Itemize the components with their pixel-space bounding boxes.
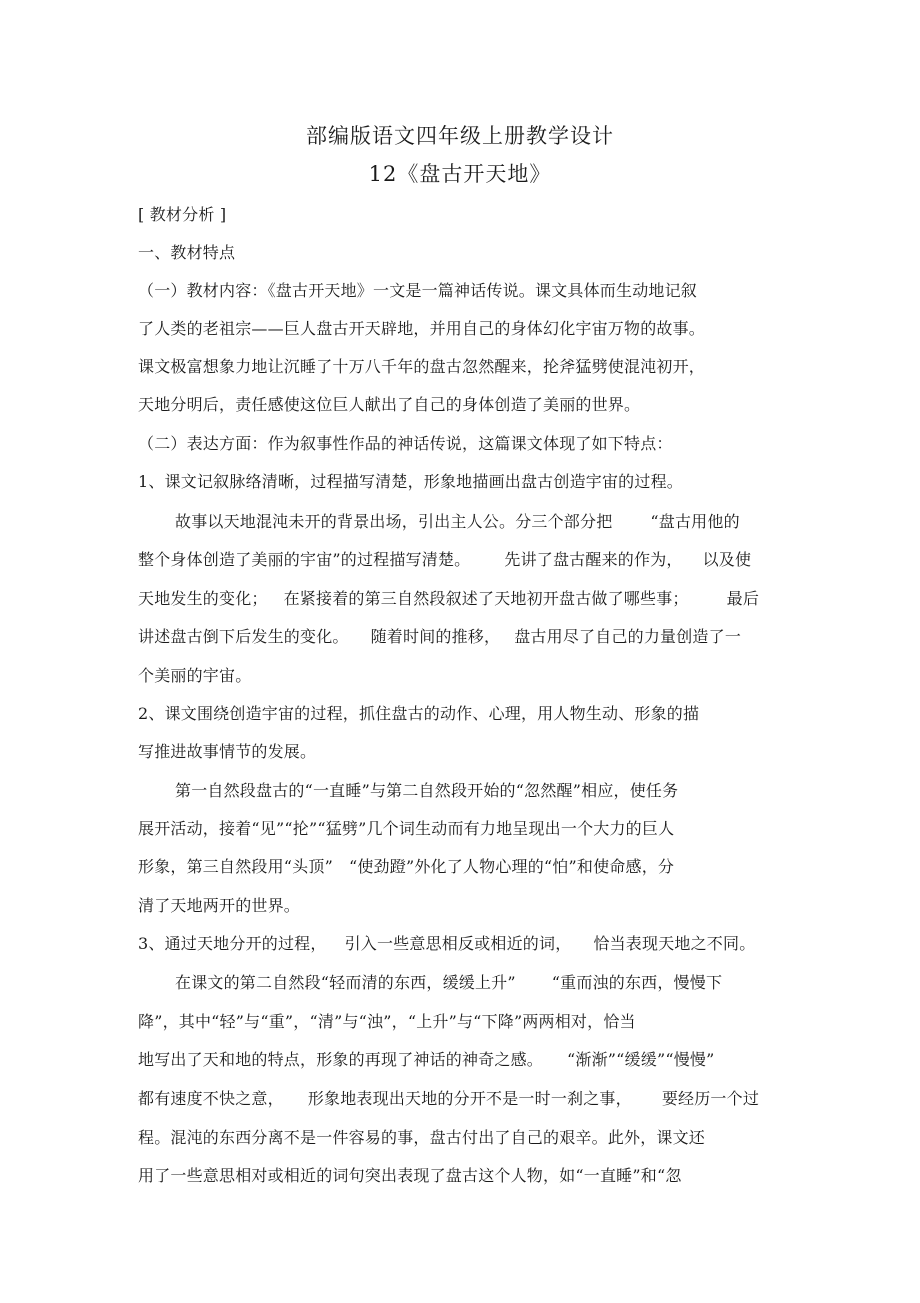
text-segment: 随着时间的推移，: [370, 627, 501, 646]
text-segment: “渐渐”“缓缓”“慢慢”: [567, 1050, 715, 1069]
paragraph-line: （一）教材内容：《盘古开天地》一文是一篇神话传说。课文具体而生动地记叙: [138, 281, 698, 300]
text-segment: 3、通过天地分开的过程，: [138, 934, 327, 953]
text-segment: 都有速度不快之意，: [138, 1089, 284, 1108]
text-segment: 最后: [726, 589, 760, 608]
paragraph-line: 个美丽的宇宙。: [138, 666, 252, 685]
lesson-title: 12《盘古开天地》: [368, 162, 552, 186]
text-segment: 盘古用尽了自己的力量创造了一: [514, 627, 742, 646]
paragraph-line: 清了天地两开的世界。: [138, 896, 301, 915]
paragraph-line: 了人类的老祖宗——巨人盘古开天辟地，并用自己的身体幻化宇宙万物的故事。: [138, 319, 706, 338]
paragraph-line: [138, 586, 759, 609]
paragraph-line: [175, 509, 740, 532]
paragraph-line: 课文极富想象力地让沉睡了十万八千年的盘古忽然醒来，抡斧猛劈使混沌初开，: [138, 357, 706, 376]
text-segment: 讲述盘古倒下后发生的变化。: [138, 627, 349, 646]
text-segment: 在课文的第二自然段“轻而清的东西，缓缓上升”: [175, 973, 516, 992]
paragraph-line: [138, 624, 741, 647]
paragraph-line: 用了一些意思相对或相近的词句突出表现了盘古这个人物，如“一直睡”和“忽: [138, 1166, 682, 1185]
text-segment: 故事以天地混沌未开的背景出场，引出主人公。分三个部分把: [175, 512, 613, 531]
point-heading-1: 1、课文记叙脉络清晰，过程描写清楚，形象地描画出盘古创造宇宙的过程。: [138, 472, 683, 491]
text-segment: 整个身体创造了美丽的宇宙”的过程描写清楚。: [138, 550, 471, 569]
text-segment: 恰当表现天地之不同。: [593, 934, 756, 953]
text-segment: “盘古用他的: [650, 512, 740, 531]
heading-textbook-features: 一、教材特点: [138, 243, 236, 262]
paragraph-line: 写推进故事情节的发展。: [138, 742, 317, 761]
point-heading-3: [138, 931, 755, 954]
paragraph-line: 程。混沌的东西分离不是一件容易的事，盘古付出了自己的艰辛。此外，课文还: [138, 1128, 706, 1147]
text-segment: 形象，第三自然段用“头顶”: [138, 857, 333, 876]
text-segment: “使劲蹬”外化了人物心理的“怕”和使命感，分: [348, 857, 675, 876]
text-segment: 地写出了天和地的特点，形象的再现了神话的神奇之感。: [138, 1050, 544, 1069]
section-label: [ 教材分析 ]: [138, 205, 227, 224]
text-segment: 先讲了盘古醒来的作为，: [504, 550, 683, 569]
paragraph-line: 降”，其中“轻”与“重”，“清”与“浊”，“上升”与“下降”两两相对，恰当: [138, 1012, 636, 1031]
paragraph-line: （二）表达方面：作为叙事性作品的神话传说，这篇课文体现了如下特点：: [138, 434, 673, 453]
text-segment: 以及使: [702, 550, 752, 569]
text-segment: 引入一些意思相反或相近的词，: [344, 934, 572, 953]
paragraph-line: [138, 1047, 715, 1070]
text-segment: 在紧接着的第三自然段叙述了天地初开盘古做了哪些事；: [283, 589, 689, 608]
point-heading-2: 2、课文围绕创造宇宙的过程，抓住盘古的动作、心理，用人物生动、形象的描: [138, 704, 700, 723]
paragraph-line: [138, 854, 674, 877]
paragraph-line: 第一自然段盘古的“一直睡”与第二自然段开始的“忽然醒”相应，使任务: [175, 781, 679, 800]
paragraph-line: 展开活动，接着“见”“抡”“猛劈”几个词生动而有力地呈现出一个大力的巨人: [138, 819, 675, 838]
document-title: 部编版语文四年级上册教学设计: [306, 124, 614, 148]
paragraph-line: [138, 1086, 759, 1109]
paragraph-line: [175, 970, 722, 993]
text-segment: “重而浊的东西，慢慢下: [551, 973, 723, 992]
text-segment: 要经历一个过: [661, 1089, 760, 1108]
paragraph-line: [138, 547, 751, 570]
paragraph-line: 天地分明后，责任感使这位巨人献出了自己的身体创造了美丽的世界。: [138, 395, 641, 414]
text-segment: 形象地表现出天地的分开不是一时一刹之事，: [307, 1089, 632, 1108]
text-segment: 天地发生的变化；: [138, 589, 268, 608]
